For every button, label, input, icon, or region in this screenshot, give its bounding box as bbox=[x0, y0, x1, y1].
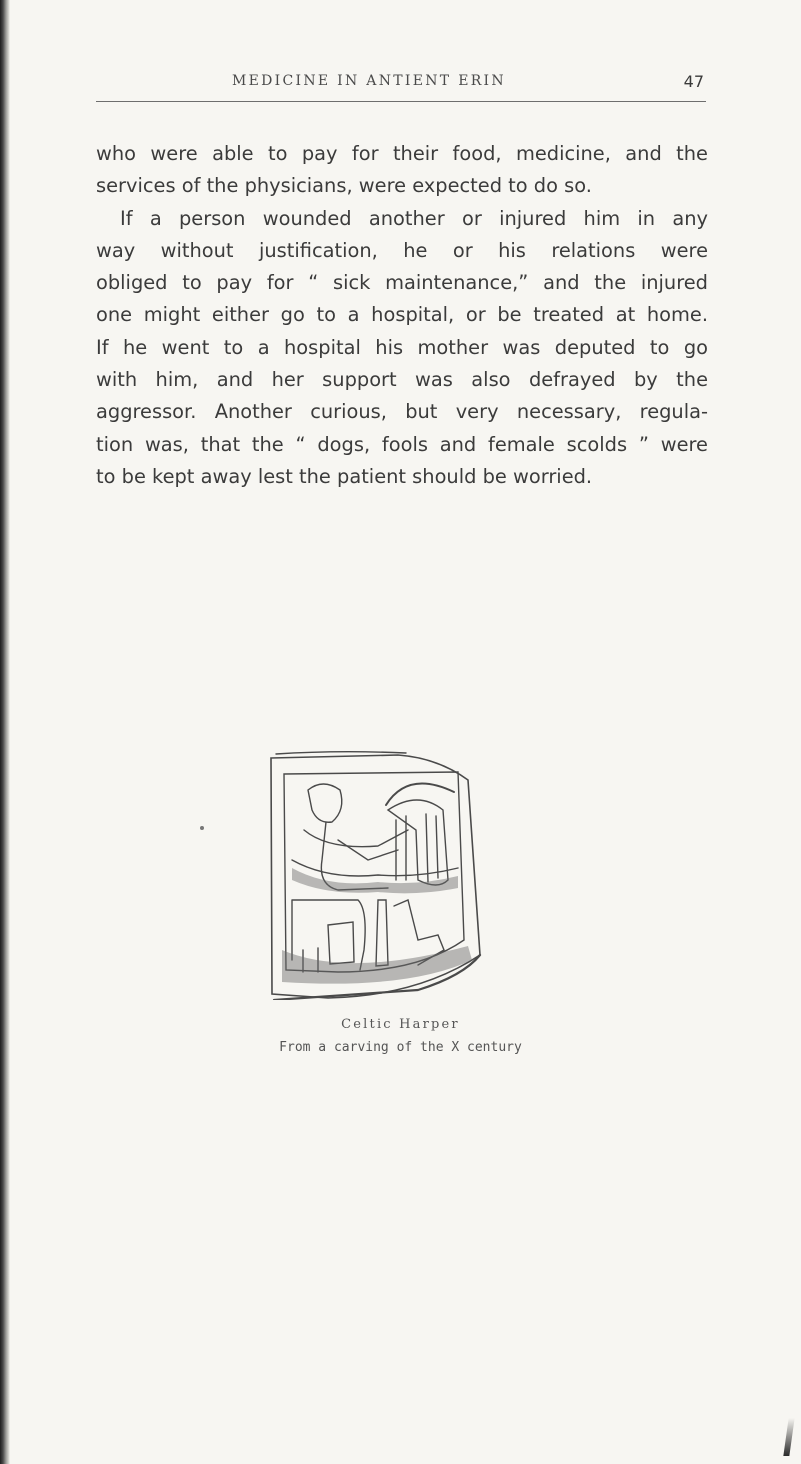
text-line: one might either go to a hospital, or be treated at home. bbox=[96, 303, 708, 327]
stray-mark bbox=[200, 826, 204, 830]
book-binding-edge bbox=[0, 0, 10, 1464]
text-line: If he went to a hospital his mother was deputed to go bbox=[96, 335, 708, 359]
text-line: tion was, that the “ dogs, fools and female scolds ” were bbox=[96, 432, 708, 456]
celtic-harper-illustration bbox=[268, 750, 486, 1000]
text-line: with him, and her support was also defrayed by the bbox=[96, 368, 708, 392]
text-line: services of the physicians, were expected to do so. bbox=[96, 174, 592, 198]
text-line: way without justification, he or his relations were bbox=[96, 238, 708, 262]
text-line: aggressor. Another curious, but very necessary, regula- bbox=[96, 400, 708, 424]
figure-caption-subtitle: From a carving of the X century bbox=[279, 1040, 522, 1055]
page-corner-mark bbox=[783, 1418, 794, 1456]
page-header bbox=[96, 73, 706, 97]
body-text bbox=[96, 138, 708, 493]
text-line: to be kept away lest the patient should be worried. bbox=[96, 464, 593, 488]
running-head: MEDICINE IN ANTIENT ERIN bbox=[232, 73, 506, 89]
figure-caption-title: Celtic Harper bbox=[341, 1017, 460, 1032]
carving-drawing bbox=[268, 750, 486, 1000]
text-line: who were able to pay for their food, medicine, and the bbox=[96, 142, 708, 165]
page-number: 47 bbox=[683, 72, 704, 91]
header-rule bbox=[96, 101, 706, 102]
text-line: If a person wounded another or injured him in any bbox=[120, 206, 708, 230]
text-line: obliged to pay for “ sick maintenance,” and the injured bbox=[96, 271, 708, 295]
